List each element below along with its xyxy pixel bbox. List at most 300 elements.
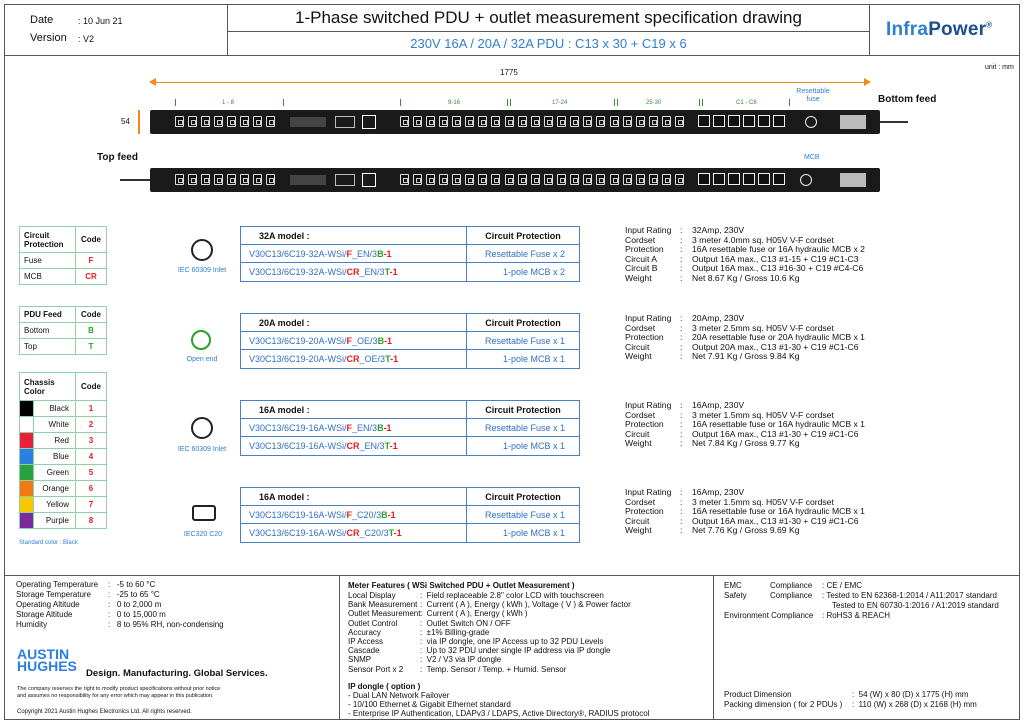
top-feed-label: Top feed <box>97 152 138 163</box>
table-cell: MCB <box>20 269 76 285</box>
c13-outlet <box>570 116 579 127</box>
spec-value: Net 7.84 Kg / Gross 9.77 Kg <box>692 438 800 449</box>
code-part: V30C13/6C19-32A-WSi/ <box>249 267 347 277</box>
resettable-fuse <box>805 116 817 128</box>
c13-outlet <box>465 174 474 185</box>
table-row <box>241 488 579 506</box>
c13-outlet <box>240 116 249 127</box>
spec-key: Weight <box>625 351 652 362</box>
spec-value: Output 16A max., C13 #1-30 + C19 #C1-C6 <box>692 515 859 526</box>
model-spec <box>625 401 865 449</box>
spec-value: Output 20A max., C13 #1-30 + C19 #C1-C6 <box>692 341 859 352</box>
color-code: -1 <box>383 423 392 433</box>
c13-outlet <box>188 174 197 185</box>
feature-value: Current ( A ), Energy ( kWh ), Voltage ( V ) & Power factor <box>426 600 631 610</box>
inlet-label: Open end <box>186 356 218 363</box>
feature-value: Field replaceable 2.8" color LCD with touchscreen <box>426 591 604 600</box>
table-cell <box>20 433 76 449</box>
table-row <box>241 524 579 542</box>
c13-outlet <box>531 174 540 185</box>
table-cell: T <box>76 339 107 355</box>
table-row <box>20 417 107 433</box>
emc-comp: Compliance <box>770 581 813 590</box>
inlet-label: IEC 60309 Inlet <box>177 446 227 453</box>
c13-outlet <box>188 116 197 127</box>
length-value: 1775 <box>500 68 518 77</box>
table-cell <box>20 465 76 481</box>
table-header: PDU Feed <box>20 307 76 323</box>
model-table <box>240 487 580 543</box>
logo-hughes: HUGHES <box>17 658 77 674</box>
table-row <box>20 513 107 529</box>
table-cell: 1 <box>76 401 107 417</box>
spec-line: Input Rating : 32Amp, 230V <box>625 225 745 235</box>
safety-label: Safety <box>724 591 747 600</box>
feed-code: B <box>377 249 384 259</box>
color-swatch <box>20 401 34 416</box>
page-subtitle: 230V 16A / 20A / 32A PDU : C13 x 30 + C19 x 6 <box>410 36 687 51</box>
table-row <box>20 497 107 513</box>
color-name: Yellow <box>46 500 69 509</box>
model-code <box>241 332 467 349</box>
spec-key: Protection <box>625 332 664 343</box>
c13-outlet <box>610 116 619 127</box>
c13-outlet <box>636 116 645 127</box>
group-label: 25-30 <box>646 100 662 106</box>
c13-outlet <box>413 174 422 185</box>
color-swatch <box>20 433 34 448</box>
page-title: 1-Phase switched PDU + outlet measurement specification drawing <box>228 4 869 32</box>
c13-outlet <box>596 174 605 185</box>
code-part: V30C13/6C19-20A-WSi/ <box>249 354 347 364</box>
spec-key: Operating Altitude <box>16 600 80 609</box>
spec-key: Weight <box>625 272 652 283</box>
emc-value: CE / EMC <box>826 581 863 590</box>
spec-key: Input Rating <box>625 487 672 497</box>
network-port <box>335 116 355 128</box>
color-swatch <box>20 449 34 464</box>
spec-line: Circuit : Output 20A max., C13 #1-30 + C19 #C1-C6 <box>625 341 859 352</box>
spec-line: Input Rating : 16Amp, 230V <box>625 487 745 497</box>
spec-key: Circuit <box>625 515 650 526</box>
spec-line: Cordset : 3 meter 1.5mm sq. H05V V-F cordset <box>625 409 834 420</box>
model-title: 20A model : <box>241 314 467 331</box>
chassis-color-table <box>19 372 107 529</box>
color-name: Orange <box>42 484 69 493</box>
c13-outlet <box>491 174 500 185</box>
color-code: -1 <box>384 336 393 346</box>
dongle-feature: - Dual LAN Network Failover <box>348 691 450 700</box>
feature-key: Sensor Port x 2 <box>348 664 404 674</box>
c13-outlet <box>505 116 514 127</box>
safety-value: Tested to EN 60730-1:2016 / A1:2019 standard <box>832 601 999 610</box>
spec-key: Cordset <box>625 322 656 333</box>
pdu-bottom-feed <box>150 110 880 134</box>
mcb-label: MCB <box>804 154 820 161</box>
austin-hughes-logo <box>17 648 77 672</box>
table-row <box>241 332 579 350</box>
version-label: Version <box>30 32 67 44</box>
protection-header: Circuit Protection <box>485 492 561 502</box>
c13-outlet <box>201 116 210 127</box>
spec-value: 8 to 95% RH, non-condensing <box>116 620 224 629</box>
code-part: V30C13/6C19-16A-WSi/ <box>249 528 347 538</box>
code-part: V30C13/6C19-16A-WSi/ <box>249 423 347 433</box>
resettable-fuse-label: Resettable fuse <box>796 88 830 103</box>
spec-value: 16Amp, 230V <box>692 487 745 497</box>
table-row <box>20 465 107 481</box>
protection-value: Resettable Fuse x 1 <box>484 510 565 520</box>
code-part: _C20/3 <box>359 528 389 538</box>
spec-value: 3 meter 4.0mm sq. H05V V-F cordset <box>692 234 834 245</box>
c19-outlet <box>713 115 725 127</box>
protection-code: F <box>346 249 353 259</box>
code-part: _EN/3 <box>352 249 378 259</box>
c13-outlet <box>623 174 632 185</box>
spec-line: Weight : Net 7.76 Kg / Gross 9.69 Kg <box>625 525 800 536</box>
spec-value: Output 16A max., C13 #1-15 + C19 #C1-C3 <box>692 253 859 264</box>
packing-dimension-value: 110 (W) x 268 (D) x 2168 (H) mm <box>858 700 977 709</box>
protection-value: Resettable Fuse x 2 <box>484 249 565 259</box>
color-code: -1 <box>393 528 402 538</box>
spec-value: 32Amp, 230V <box>692 225 745 235</box>
c13-outlet <box>253 116 262 127</box>
c13-outlet <box>478 174 487 185</box>
dongle-feature: - Enterprise IP Authentication, LDAPv3 / LDAPS, Active Directory®, RADIUS protocol <box>348 709 650 718</box>
group-divider <box>510 99 511 106</box>
color-swatch <box>20 513 34 528</box>
spec-value: 3 meter 1.5mm sq. H05V V-F cordset <box>692 496 834 507</box>
iec60309-inlet-icon <box>191 239 213 261</box>
protection-header: Circuit Protection <box>485 405 561 415</box>
spec-key: Input Rating <box>625 313 672 323</box>
spec-line: Circuit B : Output 16A max., C13 #16-30 + C19 #C4-C6 <box>625 263 864 274</box>
table-row <box>241 437 579 455</box>
protection-code: CR <box>346 528 360 538</box>
code-part: V30C13/6C19-16A-WSi/ <box>249 441 347 451</box>
c13-outlet <box>623 116 632 127</box>
dongle-title: IP dongle ( option ) <box>348 682 421 691</box>
spec-line: Weight : Net 8.67 Kg / Gross 10.6 Kg <box>625 272 800 283</box>
feed-code: B <box>377 336 385 346</box>
c13-outlet <box>400 174 409 185</box>
protection-header: Circuit Protection <box>485 231 561 241</box>
feature-key: Outlet Control <box>348 618 398 628</box>
spec-value: 20Amp, 230V <box>692 313 745 323</box>
table-cell: 2 <box>76 417 107 433</box>
protection-code: CR <box>346 441 360 451</box>
feed-code: T <box>385 354 391 364</box>
table-header: Code <box>76 227 107 253</box>
c19-outlet <box>698 115 710 127</box>
spec-key: Protection <box>625 419 664 430</box>
color-name: Green <box>46 468 69 477</box>
feature-key: Outlet Measurement <box>348 609 421 619</box>
c13-outlet <box>400 116 409 127</box>
table-cell: 6 <box>76 481 107 497</box>
meter-feature: Sensor Port x 2 : Temp. Sensor / Temp. + Humid. Sensor <box>348 664 567 674</box>
meter-display <box>290 175 326 185</box>
c13-outlet <box>675 116 684 127</box>
spec-value: 3 meter 2.5mm sq. H05V V-F cordset <box>692 322 834 333</box>
c13-outlet <box>175 116 184 127</box>
spec-line: Circuit : Output 16A max., C13 #1-30 + C19 #C1-C6 <box>625 428 859 439</box>
protection-header: Circuit Protection <box>485 318 561 328</box>
color-name: Black <box>49 404 69 413</box>
feature-key: Local Display <box>348 591 396 600</box>
c13-outlet <box>583 174 592 185</box>
c20-inlet-icon <box>192 505 216 521</box>
c19-outlet <box>743 173 755 185</box>
table-row <box>241 419 579 437</box>
c13-outlet <box>439 116 448 127</box>
feed-code: B <box>377 423 384 433</box>
color-swatch <box>20 481 34 496</box>
c19-outlet <box>743 115 755 127</box>
code-part: _EN/3 <box>359 267 385 277</box>
c13-outlet <box>583 116 592 127</box>
environment-spec: Operating Temperature : -5 to 60 °C <box>16 580 156 589</box>
table-row <box>241 314 579 332</box>
spec-value: 16A resettable fuse or 16A hydraulic MCB x 1 <box>692 419 865 430</box>
c19-outlet <box>773 115 785 127</box>
c13-outlet <box>636 174 645 185</box>
environment-compliance-value: RoHS3 & REACH <box>826 611 891 620</box>
model-code <box>241 524 467 542</box>
table-cell: 8 <box>76 513 107 529</box>
spec-value: Net 7.76 Kg / Gross 9.69 Kg <box>692 525 800 536</box>
footer-compliance: EMC Compliance : CE / EMC Safety Compliance : Tested to EN 62368-1:2014 / A11:2017 standard Tested to EN 60730-1:2016 / A1:2019 standard Environment Compliance : RoHS3 & REACH Product Dimension : 54 (W) x 80 (D) x 1775 (H) mm Packing dimension ( for 2 PDUs ) : 110 (W) x 268 (D) x 2168 (H) mm <box>714 575 1020 720</box>
inlet-label: IEC320 C20 <box>183 531 223 538</box>
code-part: V30C13/6C19-32A-WSi/ <box>249 249 347 259</box>
iec60309-inlet-icon <box>191 417 213 439</box>
spec-line: Protection : 16A resettable fuse or 16A hydraulic MCB x 2 <box>625 244 865 255</box>
logo-austin: AUSTIN <box>17 646 70 662</box>
model-title: 32A model : <box>241 227 467 244</box>
meter-feature: Accuracy : ±1% Billing-grade <box>348 627 490 637</box>
code-part: _OE/3 <box>352 336 378 346</box>
c13-outlet <box>227 174 236 185</box>
spec-value: Output 16A max., C13 #16-30 + C19 #C4-C6 <box>692 263 864 274</box>
table-header: Chassis Color <box>20 373 76 401</box>
c13-outlet <box>491 116 500 127</box>
spec-line: Weight : Net 7.91 Kg / Gross 9.84 Kg <box>625 351 800 362</box>
color-code: -1 <box>389 267 398 277</box>
c13-outlet <box>662 174 671 185</box>
meter-feature: Outlet Measurement: Current ( A ), Energy ( kWh ) <box>348 609 528 619</box>
c19-outlet <box>728 115 740 127</box>
version-value: : V2 <box>78 34 95 44</box>
c13-outlet <box>253 174 262 185</box>
code-part: V30C13/6C19-20A-WSi/ <box>249 336 347 346</box>
feed-code: T <box>384 441 390 451</box>
feed-code: T <box>388 528 394 538</box>
c13-outlet <box>649 116 658 127</box>
inlet-label: IEC 60309 Inlet <box>177 267 227 274</box>
feature-key: Bank Measurement <box>348 600 418 610</box>
infrapower-logo <box>886 19 992 41</box>
protection-code: F <box>346 336 353 346</box>
spec-line: Protection : 16A resettable fuse or 16A hydraulic MCB x 1 <box>625 419 865 430</box>
protection-code: CR <box>346 354 360 364</box>
spec-line: Cordset : 3 meter 4.0mm sq. H05V V-F cordset <box>625 234 834 245</box>
spec-value: -25 to 65 °C <box>116 590 160 599</box>
table-cell: Top <box>20 339 76 355</box>
product-dimension-value: 54 (W) x 80 (D) x 1775 (H) mm <box>858 690 969 699</box>
protection-code: F <box>346 510 353 520</box>
spec-key: Storage Altitude <box>16 610 73 619</box>
group-divider <box>614 99 615 106</box>
meter-feature: Bank Measurement : Current ( A ), Energy ( kWh ), Voltage ( V ) & Power factor <box>348 600 631 610</box>
c13-outlet <box>675 174 684 185</box>
spec-key: Circuit <box>625 428 650 439</box>
spec-value: -5 to 60 °C <box>116 580 156 589</box>
color-code: -1 <box>387 510 396 520</box>
spec-line: Input Rating : 20Amp, 230V <box>625 313 745 323</box>
feature-value: Temp. Sensor / Temp. + Humid. Sensor <box>426 664 567 674</box>
logo-infra: Infra <box>886 19 929 40</box>
table-header: Code <box>76 307 107 323</box>
spec-value: Net 8.67 Kg / Gross 10.6 Kg <box>692 272 800 283</box>
meter-feature: IP Access : via IP dongle, one IP Access up to 32 PDU Levels <box>348 637 604 647</box>
c13-outlet <box>596 116 605 127</box>
group-label: 9-16 <box>448 100 461 106</box>
spec-line: Circuit : Output 16A max., C13 #1-30 + C19 #C1-C6 <box>625 515 859 526</box>
group-divider <box>400 99 401 106</box>
model-code <box>241 437 467 455</box>
model-code <box>241 245 467 262</box>
table-cell <box>20 513 76 529</box>
model-code <box>241 350 467 368</box>
height-dimension <box>138 110 140 134</box>
power-cord <box>880 121 908 123</box>
c13-outlet <box>570 174 579 185</box>
spec-value: 0 to 2,000 m <box>116 600 162 609</box>
environment-spec: Humidity : 8 to 95% RH, non-condensing <box>16 620 224 629</box>
c13-outlet <box>227 116 236 127</box>
spec-value: 0 to 15,000 m <box>116 610 166 619</box>
color-name: Blue <box>52 452 69 461</box>
spec-key: Cordset <box>625 496 656 507</box>
table-row <box>241 506 579 524</box>
feed-code: T <box>384 267 390 277</box>
c13-outlet <box>610 174 619 185</box>
c19-outlet <box>758 115 770 127</box>
meter-feature: Cascade : Up to 32 PDU under single IP address via IP dongle <box>348 646 611 656</box>
spec-value: 16A resettable fuse or 16A hydraulic MCB x 2 <box>692 244 865 255</box>
c20-inlet <box>362 115 376 129</box>
group-divider <box>175 99 176 106</box>
c19-outlet <box>713 173 725 185</box>
group-label: C1 - C6 <box>736 100 757 106</box>
group-divider <box>617 99 618 106</box>
meter-display <box>290 117 326 127</box>
protection-value: Resettable Fuse x 1 <box>484 423 565 433</box>
spec-line: Protection : 20A resettable fuse or 20A hydraulic MCB x 1 <box>625 332 865 343</box>
spec-value: 16A resettable fuse or 16A hydraulic MCB x 1 <box>692 506 865 517</box>
safety-value: Tested to EN 62368-1:2014 / A11:2017 standard <box>826 591 997 600</box>
feed-code: B <box>381 510 388 520</box>
disclaimer <box>17 686 220 700</box>
environment-spec: Storage Altitude : 0 to 15,000 m <box>16 610 166 619</box>
c13-outlet <box>452 174 461 185</box>
c13-outlet <box>544 174 553 185</box>
table-cell <box>20 401 76 417</box>
feature-value: Up to 32 PDU under single IP address via IP dongle <box>426 646 611 656</box>
copyright: Copyright 2021 Austin Hughes Electronics Ltd. All rights reserved. <box>17 709 192 715</box>
footer-environment <box>4 575 340 720</box>
color-swatch <box>20 465 34 480</box>
group-divider <box>699 99 700 106</box>
table-row <box>241 227 579 245</box>
feature-value: V2 / V3 via IP dongle <box>426 655 502 665</box>
date-label: Date <box>30 14 54 26</box>
feature-key: Accuracy <box>348 627 381 637</box>
feature-value: ±1% Billing-grade <box>426 627 490 637</box>
bottom-feed-label: Bottom feed <box>878 94 937 105</box>
logo-power: Power <box>928 19 987 40</box>
model-spec <box>625 314 865 362</box>
spec-key: Cordset <box>625 409 656 420</box>
table-cell <box>20 497 76 513</box>
protection-value: 1-pole MCB x 1 <box>502 441 565 451</box>
c13-outlet <box>201 174 210 185</box>
color-swatch <box>20 417 34 432</box>
group-label: 17-24 <box>552 100 568 106</box>
table-cell: 5 <box>76 465 107 481</box>
table-cell: 7 <box>76 497 107 513</box>
code-part: _EN/3 <box>359 441 385 451</box>
spec-value: 20A resettable fuse or 20A hydraulic MCB x 1 <box>692 332 865 343</box>
table-cell: Fuse <box>20 253 76 269</box>
header-meta <box>4 4 228 56</box>
height-value: 54 <box>121 117 130 126</box>
spec-key: Cordset <box>625 234 656 245</box>
meter-feature: Outlet Control : Outlet Switch ON / OFF <box>348 618 511 628</box>
code-part: _OE/3 <box>359 354 386 364</box>
spec-value: 3 meter 1.5mm sq. H05V V-F cordset <box>692 409 834 420</box>
spec-value: Net 7.91 Kg / Gross 9.84 Kg <box>692 351 800 362</box>
table-header: Circuit Protection <box>20 227 76 253</box>
c13-outlet <box>240 174 249 185</box>
spec-line: Input Rating : 16Amp, 230V <box>625 400 745 410</box>
meter-feature: Local Display : Field replaceable 2.8" color LCD with touchscreen <box>348 591 604 600</box>
model-code <box>241 419 467 436</box>
table-row <box>241 263 579 281</box>
protection-value: 1-pole MCB x 2 <box>502 267 565 277</box>
feature-value: Outlet Switch ON / OFF <box>426 618 511 628</box>
model-code <box>241 263 467 281</box>
spec-line: Cordset : 3 meter 1.5mm sq. H05V V-F cordset <box>625 496 834 507</box>
protection-value: 1-pole MCB x 1 <box>502 528 565 538</box>
spec-key: Input Rating <box>625 225 672 235</box>
dongle-feature: - 10/100 Ethernet & Gigabit Ethernet standard <box>348 700 511 709</box>
environment-spec: Storage Temperature : -25 to 65 °C <box>16 590 160 599</box>
table-cell: CR <box>76 269 107 285</box>
table-cell: 4 <box>76 449 107 465</box>
network-port <box>335 174 355 186</box>
power-cord <box>120 179 150 181</box>
c13-outlet <box>214 174 223 185</box>
emc-label: EMC <box>724 581 742 590</box>
rating-label <box>840 115 866 129</box>
table-row <box>20 433 107 449</box>
table-row <box>241 350 579 368</box>
spec-key: Protection <box>625 244 664 255</box>
feature-value: Current ( A ), Energy ( kWh ) <box>426 609 528 619</box>
length-dimension <box>150 68 870 88</box>
model-spec <box>625 226 865 284</box>
